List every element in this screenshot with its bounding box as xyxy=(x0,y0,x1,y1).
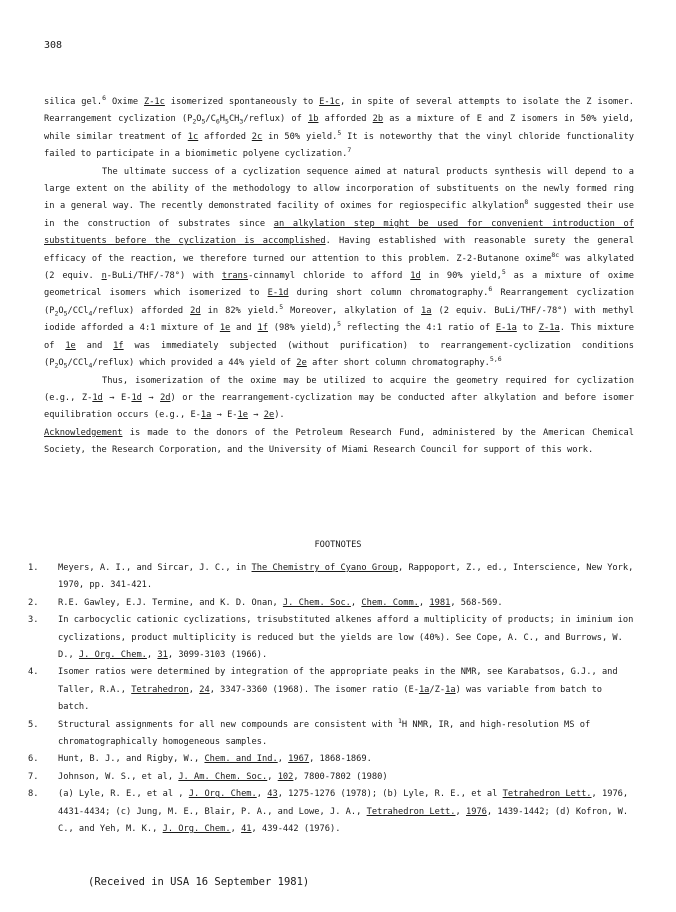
text-run: 1 xyxy=(397,716,402,725)
text-run: /CCl xyxy=(67,305,89,316)
text-run: suggested their use in the construction of substrates since xyxy=(44,201,634,229)
text-run: , xyxy=(418,597,430,608)
text-run: 8 xyxy=(524,198,529,207)
text-run: O xyxy=(58,358,64,369)
text-run: after short column chromatography. xyxy=(306,358,490,369)
footnote-number: 5. xyxy=(28,719,39,730)
footnote-item xyxy=(28,769,634,786)
footnote-item xyxy=(28,560,634,595)
footnotes-list xyxy=(28,560,634,839)
text-run: CH xyxy=(228,114,240,125)
text-run: In carbocyclic cationic cyclizations, trisubstituted alkenes afford a multiplicity of products; in iminium ion cyclizations, product multiplicity is reduced but the yields are low (40%). See Cope, A. C., and Burrows, W. D., xyxy=(58,615,634,661)
text-run: E-1a xyxy=(495,323,517,334)
paragraph-1 xyxy=(44,94,634,164)
text-run: Tetrahedron Lett. xyxy=(366,806,456,817)
footnote-item xyxy=(28,717,634,752)
text-run: afforded xyxy=(318,114,373,125)
body-text xyxy=(44,94,634,460)
text-run: (98% yield), xyxy=(267,323,338,334)
text-run: , 439-442 (1976). xyxy=(251,824,341,835)
text-run: Moreover, alkylation of xyxy=(283,305,422,316)
text-run: and xyxy=(230,323,258,334)
text-run: , 7800-7802 (1980) xyxy=(293,771,388,782)
text-run: Structural assignments for all new compounds are consistent with xyxy=(58,719,398,730)
text-run: 4 xyxy=(88,309,93,318)
footnote-number: 2. xyxy=(28,597,39,608)
text-run: 1d xyxy=(131,392,142,403)
text-run: Acknowledgement xyxy=(44,427,123,438)
text-run: , 1439-1442; (d) Kofron, W. C., and Yeh, M. K., xyxy=(58,806,629,835)
text-run: in 90% yield, xyxy=(420,271,502,282)
footnote-text xyxy=(58,769,634,786)
text-run: in 82% yield. xyxy=(200,305,280,316)
text-run: Thus, isomerization of the oxime may be utilized to acquire the geometry required for cyclization (e.g., Z- xyxy=(44,375,634,403)
text-run: during short column chromatography. xyxy=(288,288,489,299)
text-run: Z-1a xyxy=(538,323,560,334)
footnote-item xyxy=(28,751,634,768)
footnote-number: 3. xyxy=(28,615,39,626)
footnote-number: 7. xyxy=(28,771,39,782)
text-run: reflecting the 4:1 ratio of xyxy=(340,323,496,334)
text-run: 7 xyxy=(347,146,352,155)
footnote-text xyxy=(58,786,634,838)
footnote-number: 1. xyxy=(28,563,39,573)
text-run: 5 xyxy=(225,118,229,127)
text-run: Tetrahedron xyxy=(131,684,189,695)
text-run: 2 xyxy=(192,118,197,127)
text-run: J. Org. Chem. xyxy=(162,824,231,835)
text-run: 1f xyxy=(257,323,268,334)
acknowledgement-paragraph xyxy=(44,425,634,460)
text-run: to xyxy=(516,323,539,334)
text-run: as a mixture of E and Z isomers in 50% yield, while similar treatment of xyxy=(44,114,634,142)
text-run: 1d xyxy=(410,271,421,282)
text-run: and xyxy=(75,340,114,351)
text-run: 5 xyxy=(63,361,68,370)
text-run: Chem. Comm. xyxy=(361,597,419,608)
text-run: The Chemistry of Cyano Group xyxy=(251,563,398,573)
text-run: /reflux) of xyxy=(243,114,308,125)
text-run: /reflux) afforded xyxy=(92,305,191,316)
received-date: (Received in USA 16 September 1981) xyxy=(88,876,310,888)
text-run: O xyxy=(58,305,64,316)
text-run: 5 xyxy=(279,302,284,311)
footnote-number: 4. xyxy=(28,667,39,678)
text-run: in 50% yield. xyxy=(262,131,338,142)
text-run: J. Org. Chem. xyxy=(188,789,257,800)
text-run: Hunt, B. J., and Rigby, W., xyxy=(58,754,205,765)
text-run: , xyxy=(455,806,466,817)
text-run: 5 xyxy=(63,309,68,318)
text-run: Z-1c xyxy=(143,97,165,107)
text-run: The ultimate success of a cyclization sequence aimed at natural products synthesis will depend to a large extent on the ability of the methodology to allow incorporation of substituents on the newly formed ring in a general way. The recently demonstrated facility of oximes for regiospecific alkylation xyxy=(44,166,634,212)
text-run: 1967 xyxy=(288,754,310,765)
text-run: 2c xyxy=(251,131,263,142)
text-run: , 3347-3360 (1968). The isomer ratio (E- xyxy=(209,684,419,695)
text-run: -BuLi/THF/-78°) with xyxy=(106,271,222,282)
text-run: 2 xyxy=(54,361,59,370)
footnote-text xyxy=(58,560,634,595)
footnote-text xyxy=(58,751,634,768)
text-run: 1f xyxy=(113,340,124,351)
text-run: 8c xyxy=(551,250,560,259)
text-run: J. Am. Chem. Soc. xyxy=(178,771,268,782)
text-run: J. Org. Chem. xyxy=(78,650,147,661)
text-run: → E- xyxy=(102,392,132,403)
text-run: 6 xyxy=(488,285,493,294)
text-run: 6 xyxy=(215,118,220,127)
text-run: -cinnamyl chloride to afford xyxy=(248,271,411,282)
footnote-item xyxy=(28,664,634,716)
text-run: → xyxy=(141,392,161,403)
text-run: ) or the rearrangement-cyclization may be conducted after alkylation and before isomer equilibration occurs (e.g., E- xyxy=(44,392,634,421)
footnote-item xyxy=(28,595,634,612)
paragraph-3 xyxy=(44,373,634,425)
text-run: , xyxy=(267,771,278,782)
text-run: , xyxy=(188,684,200,695)
footnote-number: 6. xyxy=(28,754,39,765)
text-run: 1976 xyxy=(465,806,487,817)
text-run: E-1c xyxy=(319,97,341,107)
text-run: Meyers, A. I., and Sircar, J. C., in xyxy=(58,563,252,573)
text-run: , 1976, 4431-4434; (c) Jung, M. E., Blair, P. A., and Lowe, J. A., xyxy=(58,789,629,817)
text-run: 5 xyxy=(501,268,506,277)
text-run: . This mixture of xyxy=(44,323,635,351)
text-run: , xyxy=(230,824,242,835)
text-run: , xyxy=(256,789,268,800)
footnote-text xyxy=(58,612,634,664)
text-run: 43 xyxy=(267,789,278,800)
text-run: trans xyxy=(221,271,249,282)
text-run: , 3099-3103 (1966). xyxy=(167,650,268,661)
text-run: 4 xyxy=(88,361,93,370)
text-run: , xyxy=(146,650,158,661)
text-run: 6 xyxy=(102,94,107,103)
text-run: 1d xyxy=(92,392,103,403)
text-run: Isomer ratios were determined by integration of the appropriate peaks in the NMR, see Karabatsos, G.J., and Taller, R.A., xyxy=(58,667,618,695)
text-run: 1e xyxy=(65,340,76,351)
footnote-item xyxy=(28,786,634,838)
text-run: afforded xyxy=(198,131,252,142)
text-run: , Rappoport, Z., ed., Interscience, New York, 1970, pp. 341-421. xyxy=(58,563,634,591)
text-run: was alkylated (2 equiv. xyxy=(44,253,634,282)
text-run: 5,6 xyxy=(489,355,502,364)
text-run: , xyxy=(277,754,289,765)
text-run: H NMR, IR, and high-resolution MS of chromatographically homogeneous samples. xyxy=(58,719,591,748)
text-run: , 1868-1869. xyxy=(309,754,372,765)
text-run: 5 xyxy=(201,118,206,127)
text-run: ) was variable from batch to batch. xyxy=(58,684,603,713)
text-run: Johnson, W. S., et al, xyxy=(58,771,179,782)
text-run: (a) Lyle, R. E., et al , xyxy=(58,789,189,800)
footnote-item xyxy=(28,612,634,664)
text-run: 2d xyxy=(160,392,171,403)
page-number: 308 xyxy=(44,40,63,51)
text-run: 1e xyxy=(219,323,231,334)
text-run: 1a xyxy=(445,684,456,695)
text-run: E-1d xyxy=(267,288,289,299)
text-run: 102 xyxy=(277,771,294,782)
footnote-text xyxy=(58,717,634,752)
text-run: 2e xyxy=(263,410,275,421)
text-run: 1a xyxy=(200,410,212,421)
paragraph-2 xyxy=(44,164,634,373)
text-run: Rearrangement cyclization (P xyxy=(44,288,635,316)
text-run: 2d xyxy=(190,305,201,316)
text-run: H xyxy=(219,114,226,125)
text-run: 2e xyxy=(296,358,307,369)
text-run: Oxime xyxy=(106,97,144,107)
text-run: 1c xyxy=(187,131,199,142)
text-run: (2 equiv. BuLi/THF/-78°) with methyl iodide afforded a 4:1 mixture of xyxy=(44,305,634,334)
text-run: 41 xyxy=(241,824,252,835)
text-run: n xyxy=(101,271,107,282)
text-run: . Having established with reasonable surety the general efficacy of the reaction, we therefore turned our attention to this problem. Z-2-Butanone oxime xyxy=(44,236,634,264)
text-run: , 568-569. xyxy=(450,597,503,608)
text-run: 24 xyxy=(199,684,210,695)
text-run: , in spite of several attempts to isolate the Z isomer. Rearrangement cyclization (P xyxy=(44,97,634,125)
text-run: as a mixture of oxime geometrical isomers which isomerized to xyxy=(44,271,634,299)
text-run: R.E. Gawley, E.J. Termine, and K. D. Onan, xyxy=(58,597,283,608)
text-run: , xyxy=(350,597,362,608)
text-run: → xyxy=(248,410,264,421)
text-run: /reflux) which provided a 44% yield of xyxy=(92,358,297,369)
text-run: → E- xyxy=(211,410,238,421)
text-run: Tetrahedron Lett. xyxy=(502,789,592,800)
text-run: 5 xyxy=(337,320,341,329)
text-run: , 1275-1276 (1978); (b) Lyle, R. E., et al xyxy=(277,789,503,800)
footnote-text xyxy=(58,664,634,716)
text-run: 31 xyxy=(157,650,168,661)
text-run: silica gel. xyxy=(44,97,103,107)
text-run: 1a xyxy=(418,684,430,695)
text-run: 3 xyxy=(239,118,244,127)
footnotes-heading: FOOTNOTES xyxy=(314,540,362,550)
text-run: J. Chem. Soc. xyxy=(282,597,351,608)
text-run: 2b xyxy=(372,114,384,125)
text-run: /CCl xyxy=(67,358,89,369)
text-run: an alkylation step might be used for convenient introduction of substituents before the cyclization is accomplished xyxy=(44,218,635,247)
text-run: /Z- xyxy=(429,684,446,695)
text-run: 1b xyxy=(307,114,319,125)
text-run: 5 xyxy=(337,128,342,137)
text-run: 1a xyxy=(421,305,432,316)
text-run: isomerized spontaneously to xyxy=(164,97,320,107)
footnote-text xyxy=(58,595,634,612)
text-run: O xyxy=(196,114,202,125)
text-run: /C xyxy=(205,114,216,125)
text-run: Chem. and Ind. xyxy=(204,754,278,765)
text-run: 1981 xyxy=(429,597,451,608)
text-run: 1e xyxy=(237,410,249,421)
text-run: was immediately subjected (without purification) to rearrangement-cyclization conditions (P xyxy=(44,340,634,369)
text-run: is made to the donors of the Petroleum Research Fund, administered by the American Chemical Society, the Research Corporation, and the University of Miami Research Council for support of this work. xyxy=(44,427,634,456)
footnote-number: 8. xyxy=(28,789,39,800)
text-run: ). xyxy=(274,410,285,421)
text-run: 2 xyxy=(54,309,59,318)
text-run: It is noteworthy that the vinyl chloride functionality failed to participate in a biomimetic polyene cyclization. xyxy=(44,131,635,160)
